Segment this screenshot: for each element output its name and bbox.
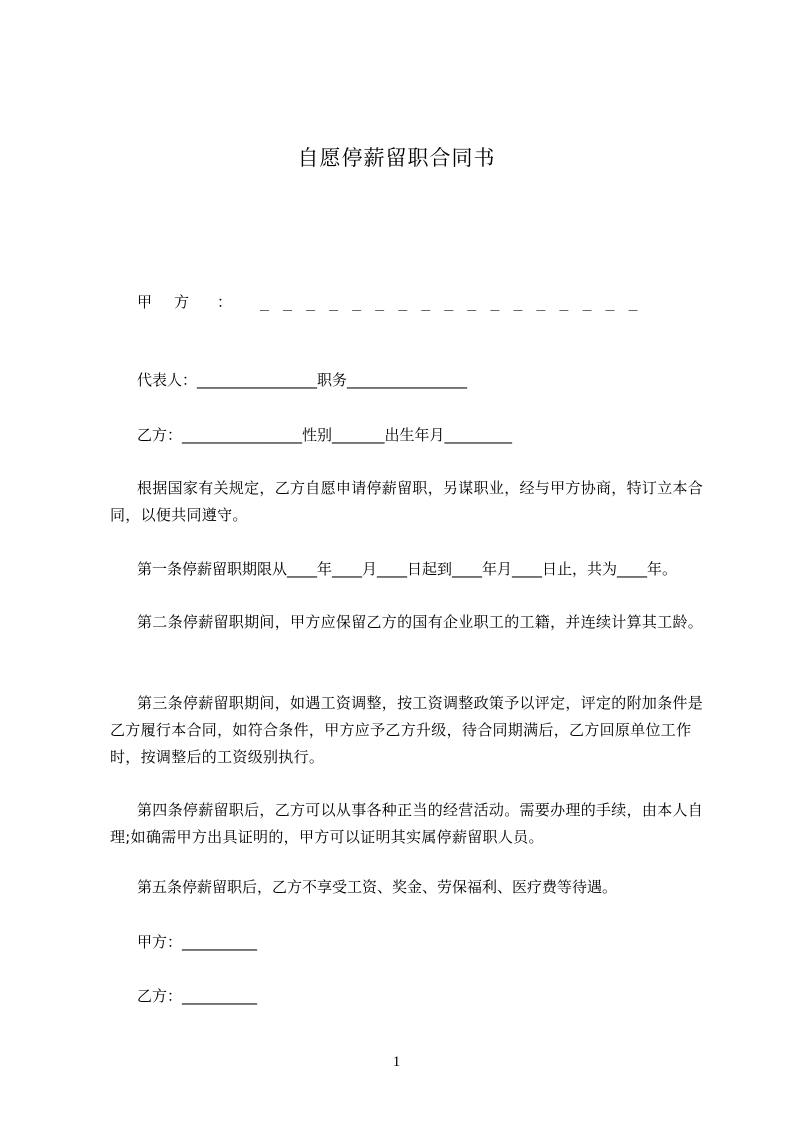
page-number: 1: [392, 1054, 401, 1070]
party-a-label: 甲方: [137, 293, 212, 311]
representative-line: 代表人：________________职务________________: [137, 371, 468, 389]
article-4: 第四条停薪留职后，乙方可以从事各种正当的经营活动。需要办理的手续，由本人自理;如确需甲方出具证明的，甲方可以证明其实属停薪留职人员。: [110, 801, 704, 846]
party-a-blank: _________________: [260, 293, 652, 311]
preamble-paragraph: 根据国家有关规定，乙方自愿申请停薪留职，另谋职业，经与甲方协商，特订立本合同，以便共同遵守。: [110, 479, 704, 524]
document-title: 自愿停薪留职合同书: [297, 146, 496, 170]
party-a-colon: ：: [217, 293, 233, 311]
article-1: 第一条停薪留职期限从____年____月____日起到____年月____日止，共为____年。: [137, 560, 678, 578]
signature-party-a: 甲方：__________: [137, 933, 258, 951]
party-b-line: 乙方：________________性别_______出生年月_________: [137, 426, 513, 444]
party-a-line: [137, 289, 652, 316]
signature-party-b: 乙方：__________: [137, 987, 258, 1005]
article-2: 第二条停薪留职期间，甲方应保留乙方的国有企业职工的工籍，并连续计算其工龄。: [137, 613, 704, 631]
article-3: 第三条停薪留职期间，如遇工资调整，按工资调整政策予以评定，评定的附加条件是乙方履行本合同，如符合条件，甲方应予乙方升级，待合同期满后，乙方回原单位工作时，按调整后的工资级别执行。: [110, 694, 704, 766]
article-5: 第五条停薪留职后，乙方不享受工资、奖金、劳保福利、医疗费等待遇。: [137, 878, 618, 896]
